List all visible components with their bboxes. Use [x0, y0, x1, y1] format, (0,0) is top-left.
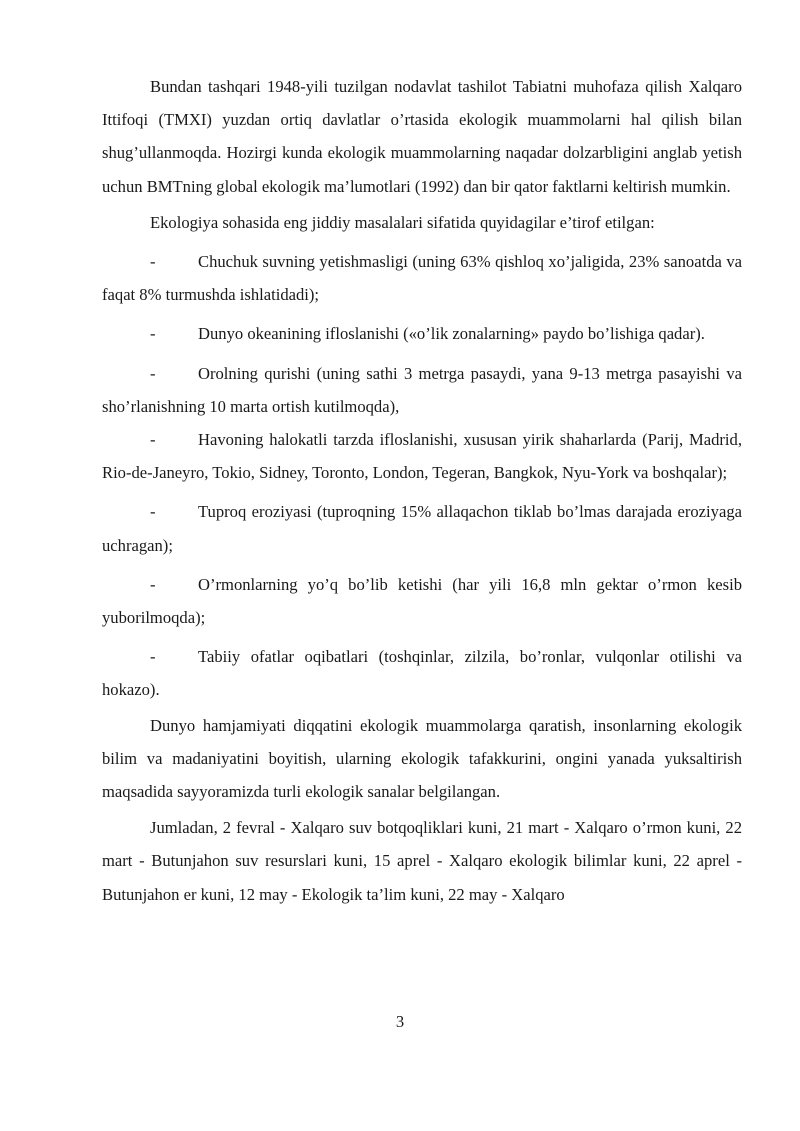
list-item-text: Tuproq eroziyasi (tuproqning 15% allaqachon tiklab bo’lmas darajada eroziyaga uchragan); — [102, 502, 742, 555]
list-marker: - — [150, 502, 156, 522]
list-item-text: Havoning halokatli tarzda ifloslanishi, xususan yirik shaharlarda (Parij, Madrid, Rio-de-Janeyro, Tokio, Sidney, Toronto, London, Tegeran, Bangkok, Nyu-York va boshqalar); — [102, 430, 742, 483]
list-item-text: O’rmonlarning yo’q bo’lib ketishi (har yili 16,8 mln gektar o’rmon kesib yuborilmoqda); — [102, 574, 742, 628]
list-marker: - — [150, 574, 156, 594]
list-item — [102, 495, 742, 561]
list-item-text: Tabiiy ofatlar oqibatlari (toshqinlar, zilzila, bo’ronlar, vulqonlar otilishi va hokazo). — [102, 647, 742, 700]
list-item — [102, 245, 742, 311]
list-item-text: Dunyo okeanining ifloslanishi («o’lik zonalarning» paydo bo’lishiga qadar). — [198, 324, 705, 344]
list-item — [102, 317, 742, 350]
list-marker: - — [150, 647, 156, 667]
list-item — [102, 423, 742, 489]
list-item — [102, 640, 742, 706]
list-marker: - — [150, 252, 156, 272]
document-page — [102, 70, 742, 911]
list-marker: - — [150, 430, 156, 450]
list-item — [102, 357, 742, 423]
intro-paragraph: Bundan tashqari 1948-yili tuzilgan nodavlat tashilot Tabiatni muhofaza qilish Xalqaro Ittifoqi (TMXI) yuzdan ortiq davlatlar o’rtasida ekologik muammolarni hal qilish bilan shug’ullanmoqda. Hozirgi kunda ekologik muammolarning naqadar dolzarbligini anglab yetish uchun BMTning global ekologik ma’lumotlari (1992) dan bir qator faktlarni keltirish mumkin. — [102, 77, 742, 196]
community-paragraph: Dunyo hamjamiyati diqqatini ekologik muammolarga qaratish, insonlarning ekologik bilim va madaniyatini boyitish, ularning ekologik tafakkurini, ongini yanada yuksaltirish maqsadida sayyoramizda turli ekologik sanalar belgilangan. — [102, 715, 742, 802]
list-item-text: Orolning qurishi (uning sathi 3 metrga pasaydi, yana 9-13 metrga pasayishi va sho’rlanishning 10 marta ortish kutilmoqda), — [102, 363, 742, 416]
list-item-text: Chuchuk suvning yetishmasligi (uning 63% qishloq xo’jaligida, 23% sanoatda va faqat 8% turmushda ishlatidadi); — [102, 252, 742, 305]
list-marker: - — [150, 363, 156, 383]
list-marker: - — [150, 324, 156, 344]
dates-paragraph: Jumladan, 2 fevral - Xalqaro suv botqoqliklari kuni, 21 mart - Xalqaro o’rmon kuni, 22 mart - Butunjahon suv resurslari kuni, 15 aprel - Xalqaro ekologik bilimlar kuni, 22 aprel - Butunjahon er kuni, 12 may - Ekologik ta’lim kuni, 22 may - Xalqaro — [102, 818, 742, 904]
page-number: 3 — [395, 1012, 405, 1031]
problem-list — [102, 245, 742, 707]
list-item — [102, 568, 742, 634]
lead-paragraph: Ekologiya sohasida eng jiddiy masalalari sifatida quyidagilar e’tirof etilgan: — [150, 212, 655, 232]
